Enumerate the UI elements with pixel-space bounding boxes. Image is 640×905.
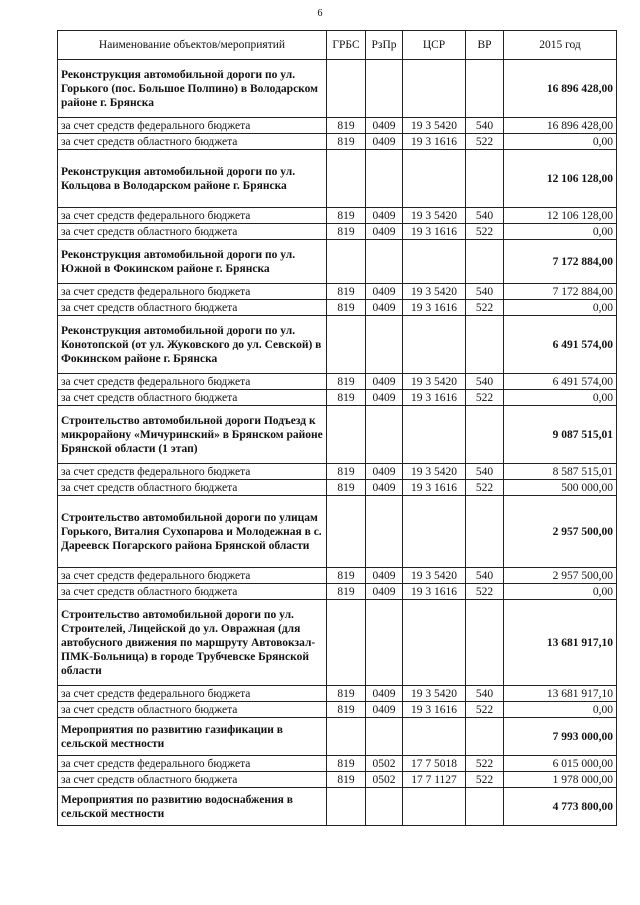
rzpr-cell: 0409 xyxy=(366,702,403,718)
csr-cell: 19 3 1616 xyxy=(403,390,466,406)
rzpr-cell: 0409 xyxy=(366,464,403,480)
rzpr-cell: 0409 xyxy=(366,224,403,240)
rzpr-cell: 0409 xyxy=(366,568,403,584)
vr-cell: 540 xyxy=(466,686,504,702)
funding-source: за счет средств федерального бюджета xyxy=(58,118,327,134)
grbs-cell: 819 xyxy=(327,584,366,600)
csr-cell: 19 3 5420 xyxy=(403,686,466,702)
vr-cell: 522 xyxy=(466,390,504,406)
vr-cell: 540 xyxy=(466,374,504,390)
vr-cell: 522 xyxy=(466,224,504,240)
amount-cell: 0,00 xyxy=(504,300,617,316)
grbs-cell: 819 xyxy=(327,374,366,390)
funding-source: за счет средств областного бюджета xyxy=(58,224,327,240)
csr-cell: 19 3 5420 xyxy=(403,374,466,390)
rzpr-cell: 0409 xyxy=(366,208,403,224)
grbs-cell: 819 xyxy=(327,284,366,300)
rzpr-cell: 0409 xyxy=(366,284,403,300)
funding-source: за счет средств федерального бюджета xyxy=(58,686,327,702)
csr-cell: 19 3 1616 xyxy=(403,702,466,718)
project-total: 7 993 000,00 xyxy=(504,718,617,756)
column-header-grbs: ГРБС xyxy=(327,31,366,60)
vr-cell: 540 xyxy=(466,208,504,224)
project-name: Мероприятия по развитию газификации в сельской местности xyxy=(58,718,327,756)
table-row-project xyxy=(58,788,617,826)
table-row-funding xyxy=(58,756,617,772)
table-row-funding xyxy=(58,686,617,702)
table-row-project xyxy=(58,496,617,568)
funding-source: за счет средств областного бюджета xyxy=(58,584,327,600)
amount-cell: 1 978 000,00 xyxy=(504,772,617,788)
project-total: 2 957 500,00 xyxy=(504,496,617,568)
project-name: Реконструкция автомобильной дороги по ул. Конотопской (от ул. Жуковского до ул. Севской) в Фокинском районе г. Брянска xyxy=(58,316,327,374)
column-header-year: 2015 год xyxy=(504,31,617,60)
vr-cell: 540 xyxy=(466,284,504,300)
amount-cell: 16 896 428,00 xyxy=(504,118,617,134)
grbs-cell: 819 xyxy=(327,686,366,702)
table-row-project xyxy=(58,60,617,118)
grbs-cell: 819 xyxy=(327,772,366,788)
vr-cell: 540 xyxy=(466,118,504,134)
table-row-project xyxy=(58,718,617,756)
table-row-funding xyxy=(58,568,617,584)
project-name: Мероприятия по развитию водоснабжения в сельской местности xyxy=(58,788,327,826)
page-number: 6 xyxy=(317,8,323,19)
table-row-funding xyxy=(58,480,617,496)
column-header-vr: ВР xyxy=(466,31,504,60)
project-name: Строительство автомобильной дороги по улицам Горького, Виталия Сухопарова и Молодежная в с. Дареевск Погарского района Брянской области xyxy=(58,496,327,568)
csr-cell: 19 3 5420 xyxy=(403,568,466,584)
funding-source: за счет средств областного бюджета xyxy=(58,300,327,316)
vr-cell: 540 xyxy=(466,464,504,480)
amount-cell: 0,00 xyxy=(504,390,617,406)
amount-cell: 2 957 500,00 xyxy=(504,568,617,584)
funding-source: за счет средств федерального бюджета xyxy=(58,464,327,480)
grbs-cell: 819 xyxy=(327,756,366,772)
csr-cell: 19 3 5420 xyxy=(403,118,466,134)
grbs-cell: 819 xyxy=(327,480,366,496)
rzpr-cell: 0409 xyxy=(366,480,403,496)
budget-table xyxy=(57,30,617,826)
csr-cell: 19 3 1616 xyxy=(403,480,466,496)
vr-cell: 522 xyxy=(466,584,504,600)
table-row-project xyxy=(58,406,617,464)
table-row-funding xyxy=(58,374,617,390)
project-total: 6 491 574,00 xyxy=(504,316,617,374)
project-total: 16 896 428,00 xyxy=(504,60,617,118)
project-total: 9 087 515,01 xyxy=(504,406,617,464)
funding-source: за счет средств федерального бюджета xyxy=(58,756,327,772)
column-header-rzpr: РзПр xyxy=(366,31,403,60)
funding-source: за счет средств областного бюджета xyxy=(58,772,327,788)
table-row-project xyxy=(58,240,617,284)
table-row-funding xyxy=(58,118,617,134)
rzpr-cell: 0409 xyxy=(366,584,403,600)
amount-cell: 0,00 xyxy=(504,702,617,718)
table-row-funding xyxy=(58,464,617,480)
table-row-funding xyxy=(58,134,617,150)
project-name: Реконструкция автомобильной дороги по ул. Кольцова в Володарском районе г. Брянска xyxy=(58,150,327,208)
rzpr-cell: 0409 xyxy=(366,300,403,316)
table-row-funding xyxy=(58,300,617,316)
csr-cell: 19 3 1616 xyxy=(403,134,466,150)
table-row-funding xyxy=(58,224,617,240)
project-name: Строительство автомобильной дороги Подъезд к микрорайону «Мичуринский» в Брянском районе Брянской области (1 этап) xyxy=(58,406,327,464)
grbs-cell: 819 xyxy=(327,702,366,718)
grbs-cell: 819 xyxy=(327,224,366,240)
funding-source: за счет средств федерального бюджета xyxy=(58,284,327,300)
table-row-project xyxy=(58,316,617,374)
funding-source: за счет средств федерального бюджета xyxy=(58,208,327,224)
rzpr-cell: 0409 xyxy=(366,374,403,390)
grbs-cell: 819 xyxy=(327,568,366,584)
csr-cell: 19 3 1616 xyxy=(403,300,466,316)
rzpr-cell: 0502 xyxy=(366,772,403,788)
rzpr-cell: 0409 xyxy=(366,686,403,702)
table-row-project xyxy=(58,600,617,686)
vr-cell: 522 xyxy=(466,772,504,788)
amount-cell: 500 000,00 xyxy=(504,480,617,496)
project-total: 4 773 800,00 xyxy=(504,788,617,826)
csr-cell: 17 7 5018 xyxy=(403,756,466,772)
grbs-cell: 819 xyxy=(327,300,366,316)
amount-cell: 12 106 128,00 xyxy=(504,208,617,224)
amount-cell: 6 491 574,00 xyxy=(504,374,617,390)
amount-cell: 13 681 917,10 xyxy=(504,686,617,702)
csr-cell: 19 3 5420 xyxy=(403,284,466,300)
table-row-funding xyxy=(58,772,617,788)
rzpr-cell: 0409 xyxy=(366,390,403,406)
rzpr-cell: 0409 xyxy=(366,134,403,150)
csr-cell: 19 3 5420 xyxy=(403,208,466,224)
funding-source: за счет средств федерального бюджета xyxy=(58,374,327,390)
csr-cell: 19 3 1616 xyxy=(403,224,466,240)
amount-cell: 6 015 000,00 xyxy=(504,756,617,772)
project-total: 7 172 884,00 xyxy=(504,240,617,284)
table-row-funding xyxy=(58,584,617,600)
amount-cell: 0,00 xyxy=(504,224,617,240)
amount-cell: 7 172 884,00 xyxy=(504,284,617,300)
project-name: Строительство автомобильной дороги по ул. Строителей, Лицейской до ул. Овражная (для автобусного движения по маршруту Автовокзал-ПМК-Больница) в городе Трубчевске Брянской области xyxy=(58,600,327,686)
column-header-csr: ЦСР xyxy=(403,31,466,60)
vr-cell: 522 xyxy=(466,756,504,772)
csr-cell: 19 3 1616 xyxy=(403,584,466,600)
column-header-name: Наименование объектов/мероприятий xyxy=(58,31,327,60)
funding-source: за счет средств областного бюджета xyxy=(58,480,327,496)
project-total: 13 681 917,10 xyxy=(504,600,617,686)
funding-source: за счет средств областного бюджета xyxy=(58,702,327,718)
grbs-cell: 819 xyxy=(327,118,366,134)
funding-source: за счет средств областного бюджета xyxy=(58,134,327,150)
csr-cell: 19 3 5420 xyxy=(403,464,466,480)
vr-cell: 540 xyxy=(466,568,504,584)
grbs-cell: 819 xyxy=(327,390,366,406)
funding-source: за счет средств областного бюджета xyxy=(58,390,327,406)
grbs-cell: 819 xyxy=(327,208,366,224)
rzpr-cell: 0409 xyxy=(366,118,403,134)
grbs-cell: 819 xyxy=(327,134,366,150)
amount-cell: 0,00 xyxy=(504,584,617,600)
table-row-funding xyxy=(58,702,617,718)
rzpr-cell: 0502 xyxy=(366,756,403,772)
csr-cell: 17 7 1127 xyxy=(403,772,466,788)
amount-cell: 0,00 xyxy=(504,134,617,150)
vr-cell: 522 xyxy=(466,702,504,718)
vr-cell: 522 xyxy=(466,300,504,316)
table-row-funding xyxy=(58,284,617,300)
amount-cell: 8 587 515,01 xyxy=(504,464,617,480)
project-name: Реконструкция автомобильной дороги по ул. Южной в Фокинском районе г. Брянска xyxy=(58,240,327,284)
table-row-project xyxy=(58,150,617,208)
funding-source: за счет средств федерального бюджета xyxy=(58,568,327,584)
project-total: 12 106 128,00 xyxy=(504,150,617,208)
grbs-cell: 819 xyxy=(327,464,366,480)
project-name: Реконструкция автомобильной дороги по ул. Горького (пос. Большое Полпино) в Володарском районе г. Брянска xyxy=(58,60,327,118)
vr-cell: 522 xyxy=(466,134,504,150)
table-row-funding xyxy=(58,208,617,224)
table-header-row xyxy=(58,31,617,60)
vr-cell: 522 xyxy=(466,480,504,496)
table-row-funding xyxy=(58,390,617,406)
